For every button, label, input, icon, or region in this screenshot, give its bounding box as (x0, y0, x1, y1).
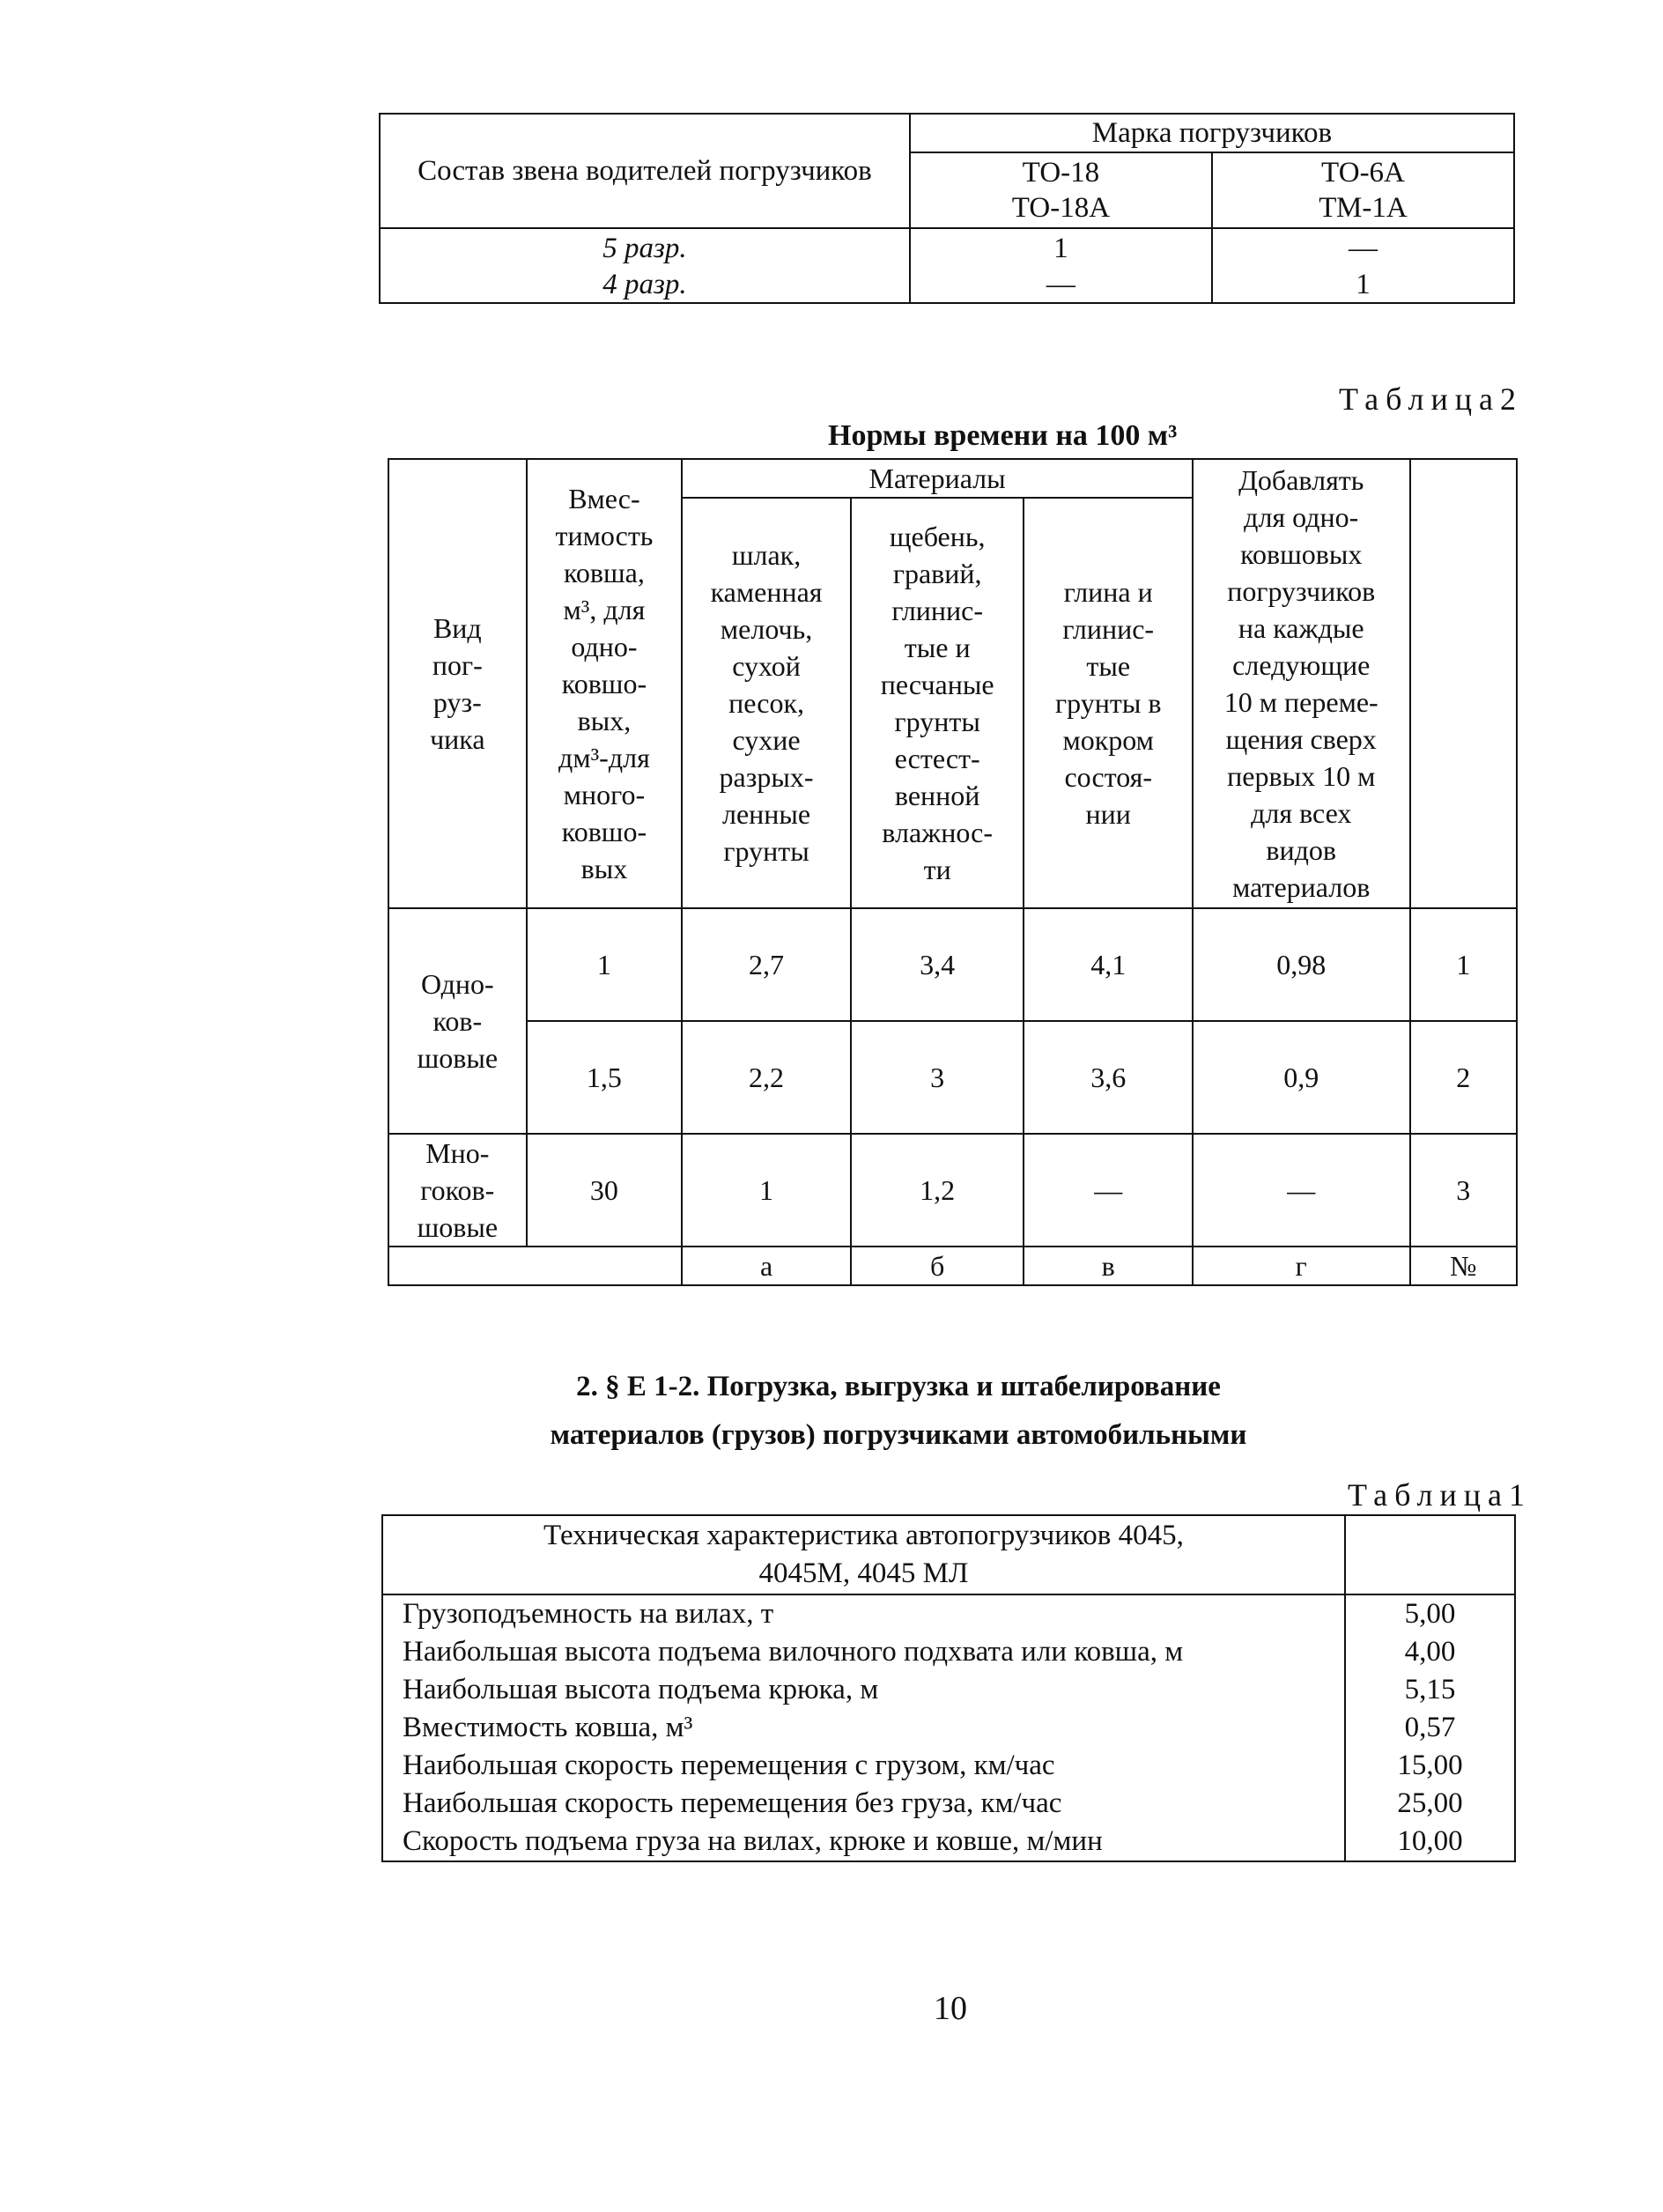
table2-title: Нормы времени на 100 м³ (828, 419, 1178, 452)
material-3-header: глина и глинис- тые грунты в мокром состоя- нии (1024, 498, 1192, 908)
grade-label: 4 разр. (380, 267, 910, 303)
single-bucket-group: Одно- ков- шовые (388, 908, 527, 1134)
table-cell: — (910, 267, 1212, 303)
spec-name: Грузоподъемность на вилах, т (382, 1594, 1345, 1633)
row-number: 1 (1410, 908, 1518, 1021)
spec-name: Наибольшая высота подъема вилочного подхвата или ковша, м (382, 1633, 1345, 1671)
addition-header: Добавлять для одно- ковшовых погрузчиков на каждые следующие 10 м переме- щения сверх первых 10 м для всех видов материалов (1193, 459, 1410, 908)
grade-label: 5 разр. (380, 228, 910, 267)
brand-a-header: ТО-18 ТО-18А (910, 152, 1212, 228)
spec-value: 15,00 (1345, 1747, 1515, 1785)
spec-header: Техническая характеристика автопогрузчиков 4045, 4045М, 4045 МЛ (382, 1515, 1345, 1594)
table-cell: 0,9 (1193, 1021, 1410, 1134)
capacity-header: Вмес- тимость ковша, м³, для одно- ковшо- вых, дм³-для много- ковшо- вых (527, 459, 683, 908)
material-1-header: шлак, каменная мелочь, сухой песок, сухие разрых- ленные грунты (682, 498, 851, 908)
table-cell: 1 (527, 908, 683, 1021)
spec-name: Скорость подъема груза на вилах, крюке и ковше, м/мин (382, 1823, 1345, 1861)
brand-group-header: Марка погрузчиков (910, 114, 1514, 152)
spec-value: 5,00 (1345, 1594, 1515, 1633)
spec-value: 5,15 (1345, 1671, 1515, 1709)
materials-header: Материалы (682, 459, 1193, 498)
column-letter: г (1193, 1247, 1410, 1285)
crew-table (379, 113, 1515, 304)
table1-caption: Таблица1 (1348, 1477, 1532, 1513)
spec-name: Наибольшая скорость перемещения с грузом, км/час (382, 1747, 1345, 1785)
table-cell: 1 (682, 1134, 851, 1247)
spec-value: 4,00 (1345, 1633, 1515, 1671)
crew-col-header: Состав звена водителей погрузчиков (380, 114, 910, 228)
table-cell: — (1212, 228, 1514, 267)
table-cell: 0,98 (1193, 908, 1410, 1021)
table-cell: 3,6 (1024, 1021, 1192, 1134)
spec-value: 0,57 (1345, 1709, 1515, 1747)
table-cell: 1 (1212, 267, 1514, 303)
spec-name: Наибольшая высота подъема крюка, м (382, 1671, 1345, 1709)
table-cell: 1,2 (851, 1134, 1024, 1247)
spec-name: Наибольшая скорость перемещения без груза, км/час (382, 1785, 1345, 1823)
table-cell: — (1193, 1134, 1410, 1247)
empty-header (1410, 459, 1518, 908)
table-cell: 30 (527, 1134, 683, 1247)
material-2-header: щебень, гравий, глинис- тые и песчаные грунты естест- венной влажнос- ти (851, 498, 1024, 908)
table2-caption: Таблица2 (1339, 381, 1523, 417)
column-letter: № (1410, 1247, 1518, 1285)
table-cell: 3 (851, 1021, 1024, 1134)
time-norms-table (388, 458, 1518, 1286)
column-letter: в (1024, 1247, 1192, 1285)
spec-value-header (1345, 1515, 1515, 1594)
table-cell: 2,7 (682, 908, 851, 1021)
multi-bucket-group: Мно- гоков- шовые (388, 1134, 527, 1247)
type-header: Вид пог- руз- чика (388, 459, 527, 908)
section-title: 2. § Е 1-2. Погрузка, выгрузка и штабелирование материалов (грузов) погрузчиками автомобильными (550, 1371, 1247, 1451)
table-cell: 3,4 (851, 908, 1024, 1021)
column-letter: б (851, 1247, 1024, 1285)
spec-value: 10,00 (1345, 1823, 1515, 1861)
table-cell: — (1024, 1134, 1192, 1247)
footer-empty (388, 1247, 682, 1285)
table-cell: 4,1 (1024, 908, 1192, 1021)
spec-name: Вместимость ковша, м³ (382, 1709, 1345, 1747)
page-number: 10 (934, 1990, 967, 2027)
table-cell: 1 (910, 228, 1212, 267)
loader-spec-table (381, 1514, 1516, 1862)
spec-value: 25,00 (1345, 1785, 1515, 1823)
column-letter: а (682, 1247, 851, 1285)
brand-b-header: ТО-6А ТМ-1А (1212, 152, 1514, 228)
row-number: 3 (1410, 1134, 1518, 1247)
row-number: 2 (1410, 1021, 1518, 1134)
table-cell: 1,5 (527, 1021, 683, 1134)
table-cell: 2,2 (682, 1021, 851, 1134)
